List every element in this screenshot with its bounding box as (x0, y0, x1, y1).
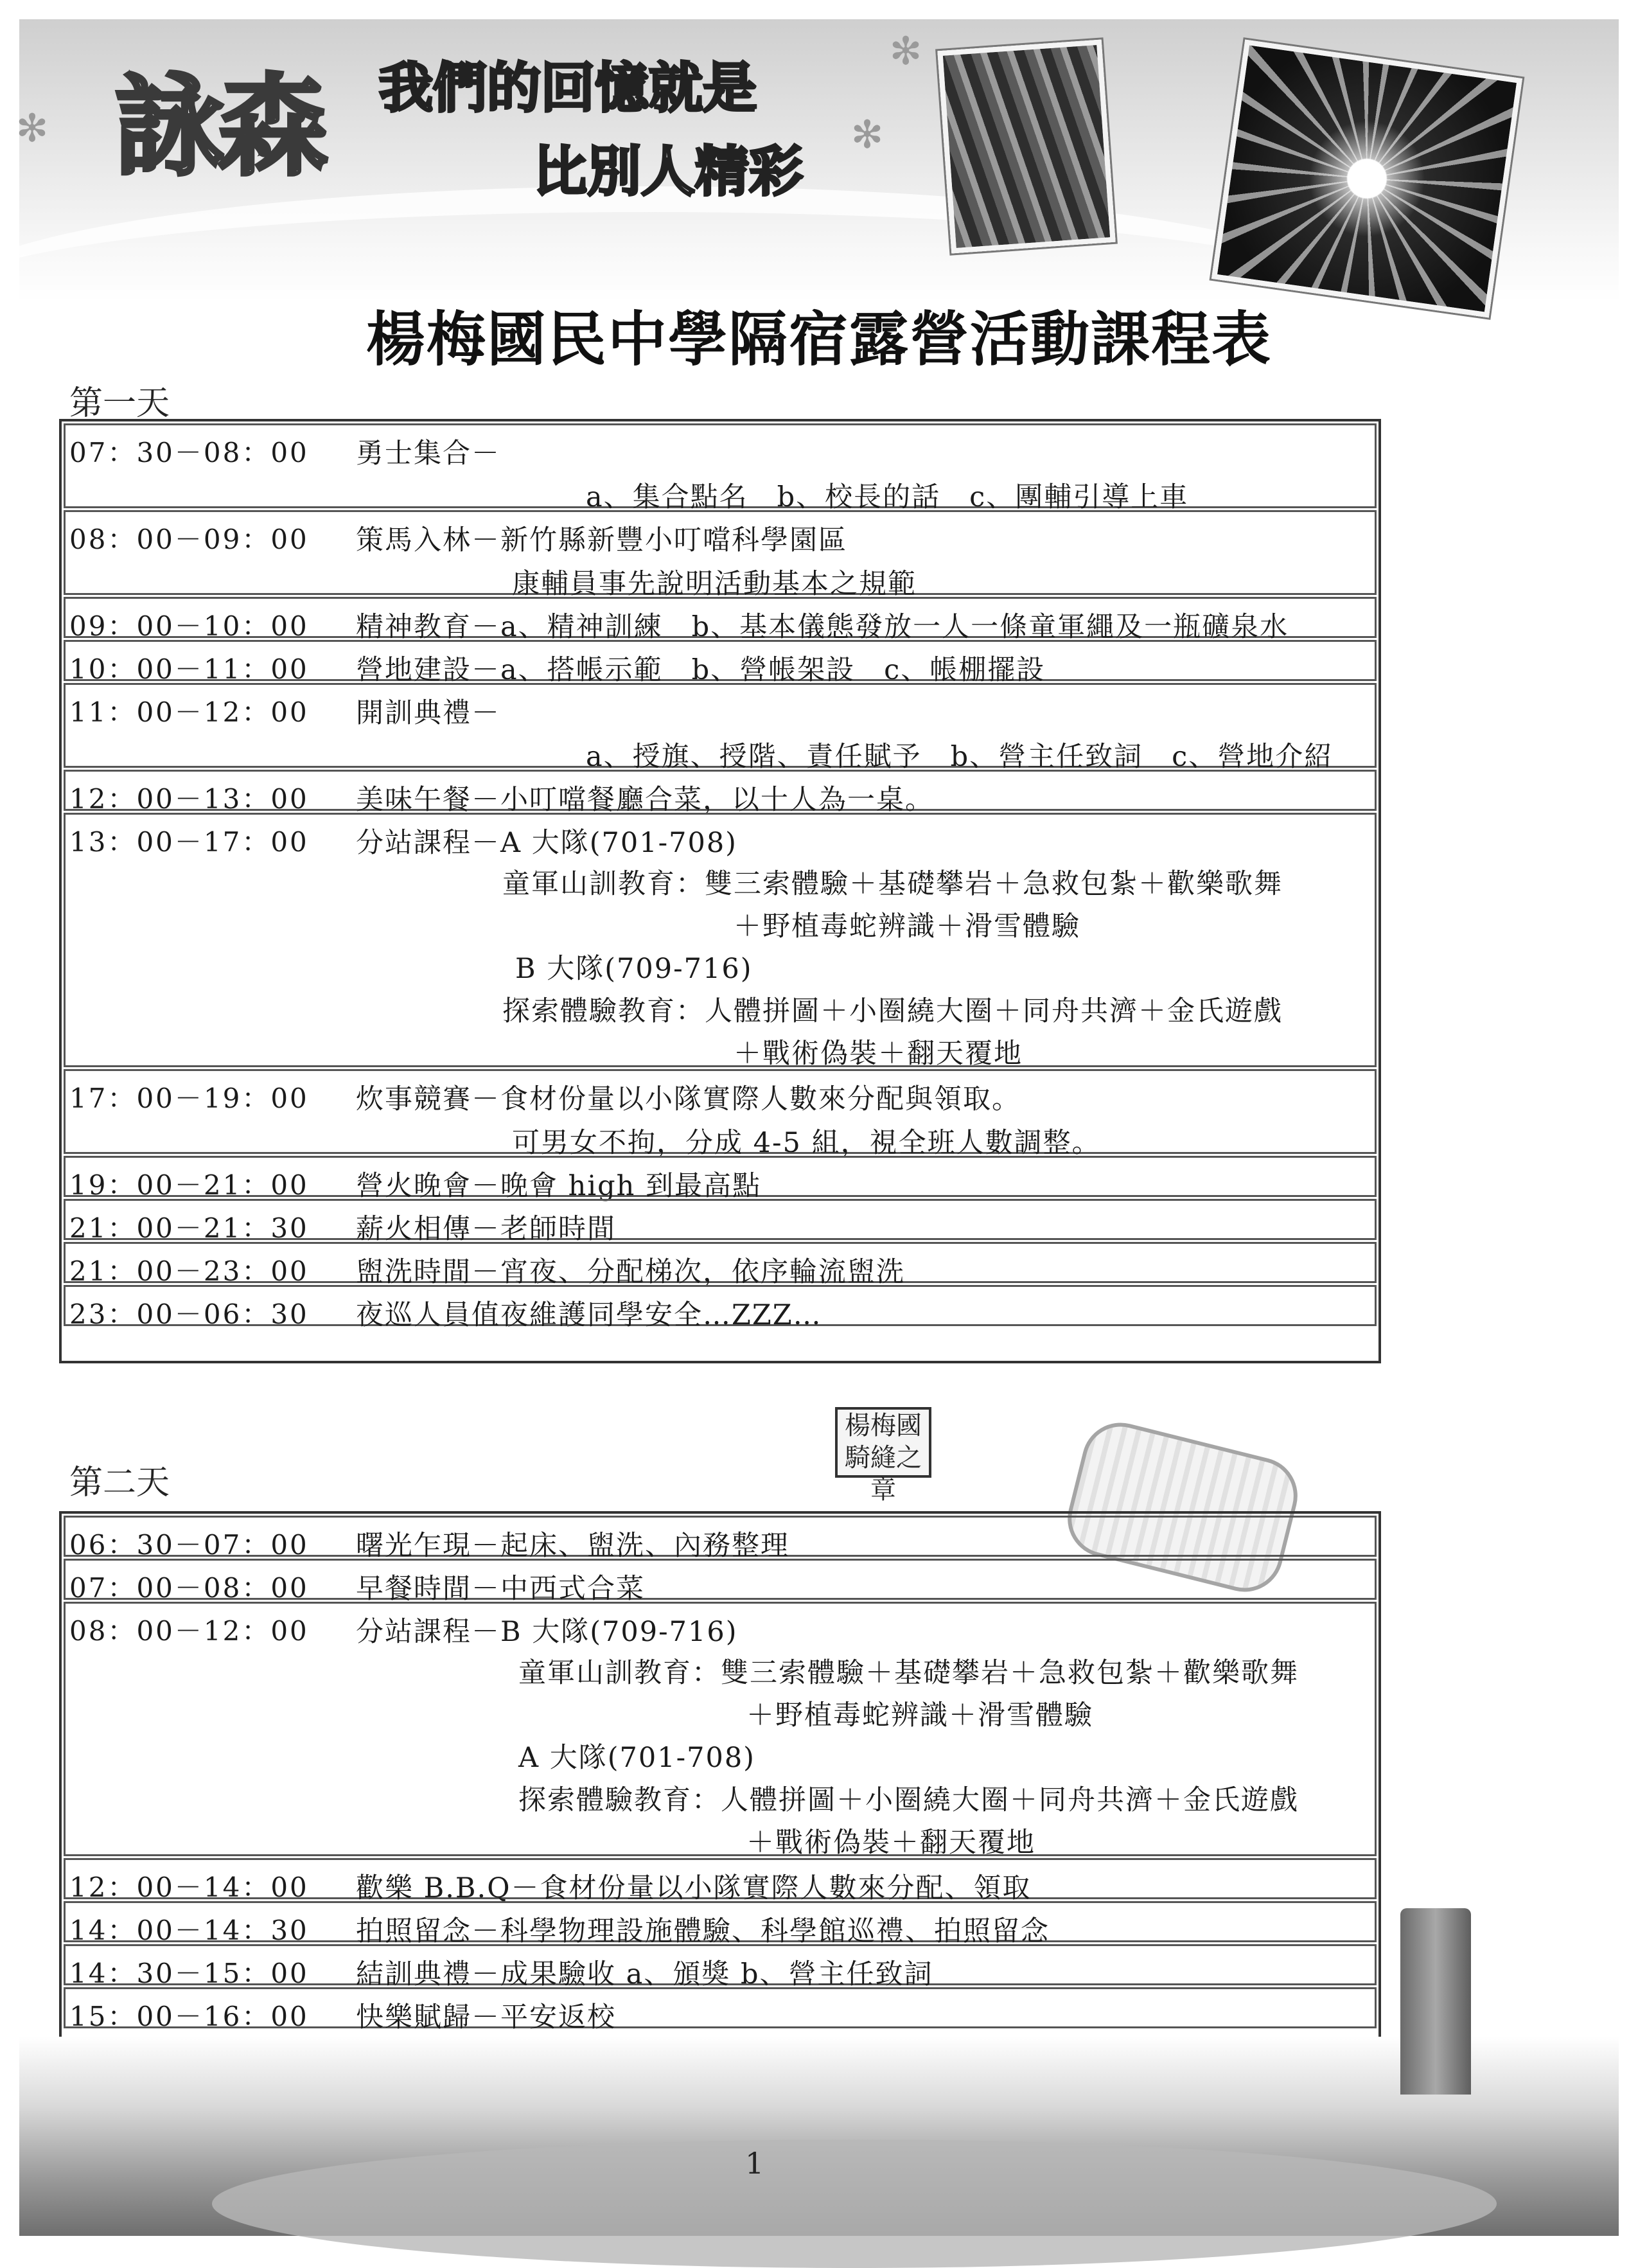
table-row (64, 1901, 1377, 1947)
row-time: 10：00－11：00 (69, 653, 309, 685)
row-time: 23：00－06：30 (69, 1298, 309, 1330)
footer-shore-shape (212, 2140, 1497, 2268)
row-activity: 策馬入林－新竹縣新豐小叮噹科學園區 (356, 524, 847, 556)
row-time: 08：00－09：00 (69, 524, 309, 555)
row-time: 14：00－14：30 (69, 1915, 309, 1946)
row-detail: 探索體驗教育：人體拼圖＋小圈繞大圈＋同舟共濟＋金氏遊戲 (502, 995, 1283, 1027)
row-time: 12：00－13：00 (69, 783, 309, 815)
row-time: 09：00－10：00 (69, 610, 309, 642)
page-number: 1 (745, 2146, 764, 2181)
row-activity: 炊事競賽－食材份量以小隊實際人數來分配與領取。 (356, 1083, 1021, 1115)
row-detail: 童軍山訓教育：雙三索體驗＋基礎攀岩＋急救包紮＋歡樂歌舞 (518, 1657, 1299, 1689)
row-activity: 精神教育－a、精神訓練 b、基本儀態發放一人一條童軍繩及一瓶礦泉水 (356, 611, 1289, 643)
row-detail: a、集合點名 b、校長的話 c、團輔引導上車 (586, 481, 1189, 513)
day1-schedule-table (59, 419, 1381, 1363)
row-time: 19：00－21：00 (69, 1169, 309, 1201)
day2-label: 第二天 (69, 1464, 170, 1502)
row-detail: 童軍山訓教育：雙三索體驗＋基礎攀岩＋急救包紮＋歡樂歌舞 (502, 868, 1283, 900)
table-row (64, 597, 1377, 643)
footer-seaside-decoration (19, 2037, 1619, 2236)
row-detail: 康輔員事先說明活動基本之規範 (512, 568, 917, 600)
table-row (64, 1069, 1377, 1159)
banner-photo-fireworks (1211, 39, 1522, 317)
row-time: 06：30－07：00 (69, 1529, 309, 1561)
row-detail: a、授旗、授階、責任賦予 b、營主任致詞 c、營地介紹 (586, 741, 1334, 773)
banner-photo-building (937, 39, 1115, 253)
page-title: 楊梅國民中學隔宿露營活動課程表 (365, 305, 1272, 374)
table-row (64, 1156, 1377, 1202)
snowflake-icon: ✻ (850, 112, 884, 157)
row-activity: 營火晚會－晚會 high 到最高點 (356, 1170, 762, 1202)
stamp-line2: 騎縫之章 (845, 1443, 922, 1505)
row-activity: 營地建設－a、搭帳示範 b、營帳架設 c、帳棚擺設 (356, 654, 1046, 686)
row-time: 15：00－16：00 (69, 2001, 309, 2032)
table-row (64, 1242, 1377, 1288)
row-activity: 早餐時間－中西式合菜 (356, 1573, 645, 1605)
table-row (64, 770, 1377, 816)
row-time: 07：30－08：00 (69, 437, 309, 468)
row-detail: ＋野植毒蛇辨識＋滑雪體驗 (734, 910, 1080, 943)
banner-slogan-line2: 比別人精彩 (533, 140, 804, 203)
row-activity: 結訓典禮－成果驗收 a、頒獎 b、營主任致詞 (356, 1958, 933, 1990)
table-row (64, 683, 1377, 773)
row-time: 12：00－14：00 (69, 1872, 309, 1903)
table-row (64, 1199, 1377, 1245)
banner-logo-text: 詠森 (116, 64, 322, 191)
row-activity: 分站課程－A 大隊(701-708) (356, 827, 737, 859)
table-row (64, 640, 1377, 686)
row-time: 21：00－23：00 (69, 1255, 309, 1287)
table-row (64, 1987, 1377, 2033)
row-activity: 歡樂 B.B.Q－食材份量以小隊實際人數來分配、領取 (356, 1872, 1032, 1904)
row-time: 08：00－12：00 (69, 1615, 309, 1647)
row-activity: 拍照留念－科學物理設施體驗、科學館巡禮、拍照留念 (356, 1915, 1050, 1947)
row-time: 17：00－19：00 (69, 1083, 309, 1114)
row-activity: 夜巡人員值夜維護同學安全…ZZZ… (356, 1299, 822, 1331)
table-row (64, 1602, 1377, 1859)
row-activity: 分站課程－B 大隊(709-716) (356, 1616, 738, 1648)
row-detail: B 大隊(709-716) (515, 953, 753, 985)
table-row (64, 510, 1377, 600)
table-row (64, 813, 1377, 1070)
banner-slogan-line1: 我們的回憶就是 (379, 57, 757, 120)
row-time: 11：00－12：00 (69, 696, 309, 728)
official-seal-stamp (835, 1407, 931, 1505)
row-time: 07：00－08：00 (69, 1572, 309, 1604)
snowflake-icon: ✻ (15, 106, 49, 151)
row-activity: 盥洗時間－宵夜、分配梯次，依序輪流盥洗 (356, 1256, 905, 1288)
table-row (64, 1944, 1377, 1990)
row-activity: 快樂賦歸－平安返校 (356, 2001, 616, 2033)
table-row (64, 1858, 1377, 1904)
row-time: 13：00－17：00 (69, 826, 309, 858)
table-row (64, 1285, 1377, 1331)
table-row (64, 1559, 1377, 1605)
row-detail: ＋野植毒蛇辨識＋滑雪體驗 (746, 1699, 1093, 1732)
stamp-line1: 楊梅國 (845, 1411, 922, 1440)
row-detail: ＋戰術偽裝＋翻天覆地 (734, 1038, 1023, 1070)
header-banner (15, 19, 1619, 302)
day2-schedule-table (59, 1511, 1381, 2051)
row-activity: 曙光乍現－起床、盥洗、內務整理 (356, 1530, 789, 1562)
row-activity: 開訓典禮－ (356, 697, 500, 729)
row-activity: 勇士集合－ (356, 438, 500, 470)
row-activity: 薪火相傳－老師時間 (356, 1213, 616, 1245)
lighthouse-decoration (1400, 1908, 1471, 2095)
row-detail: ＋戰術偽裝＋翻天覆地 (746, 1827, 1035, 1859)
row-time: 21：00－21：30 (69, 1212, 309, 1244)
row-time: 14：30－15：00 (69, 1958, 309, 1989)
day1-label: 第一天 (69, 384, 170, 423)
row-detail: A 大隊(701-708) (518, 1742, 755, 1774)
row-activity: 美味午餐－小叮噹餐廳合菜，以十人為一桌。 (356, 784, 934, 816)
row-detail: 可男女不拘，分成 4-5 組，視全班人數調整。 (512, 1127, 1101, 1159)
row-detail: 探索體驗教育：人體拼圖＋小圈繞大圈＋同舟共濟＋金氏遊戲 (518, 1784, 1299, 1816)
snowflake-icon: ✻ (889, 29, 922, 74)
table-row (64, 423, 1377, 513)
table-row (64, 1516, 1377, 1562)
